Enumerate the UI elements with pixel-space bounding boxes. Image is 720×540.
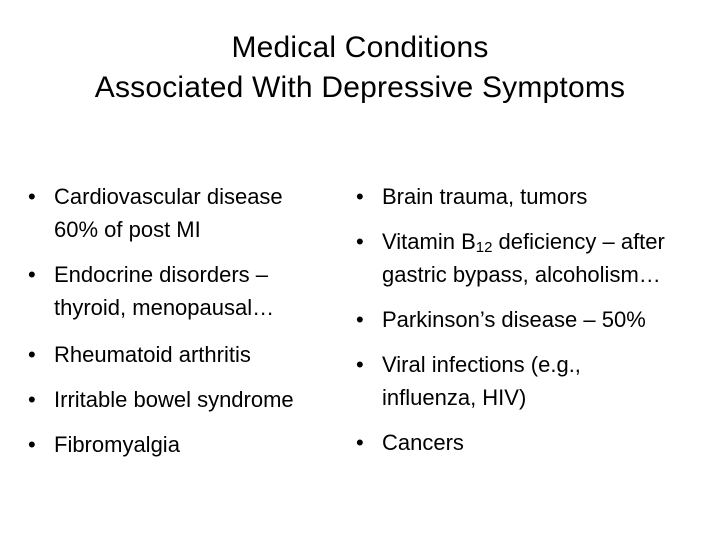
bullet-item-ibs xyxy=(28,383,346,428)
bullet-item-rheumatoid xyxy=(28,338,346,383)
bullet-marker: • xyxy=(28,184,36,209)
bullet-text: Viral infections (e.g., xyxy=(382,352,581,377)
bullet-text: Fibromyalgia xyxy=(54,432,180,457)
bullet-marker: • xyxy=(356,352,364,377)
bullet-marker: • xyxy=(28,432,36,457)
bullet-marker: • xyxy=(28,262,36,287)
bullet-text: Endocrine disorders – xyxy=(54,262,269,287)
bullet-subtext: thyroid, menopausal… xyxy=(54,295,275,320)
bullet-marker: • xyxy=(356,229,364,254)
bullet-text: Cancers xyxy=(382,430,464,455)
bullet-item-viral-infections xyxy=(356,348,720,426)
left-bullet-list xyxy=(28,180,346,461)
bullet-item-cardiovascular xyxy=(28,180,346,258)
bullet-text: Rheumatoid arthritis xyxy=(54,342,251,367)
bullet-text: Brain trauma, tumors xyxy=(382,184,588,209)
bullet-marker: • xyxy=(356,430,364,455)
subscript-12: 12 xyxy=(475,239,493,256)
bullet-text: Cardiovascular disease xyxy=(54,184,283,209)
bullet-text xyxy=(382,225,720,258)
title-line-1: Medical Conditions xyxy=(231,31,489,64)
right-bullet-list xyxy=(356,180,720,459)
bullet-subtext: 60% of post MI xyxy=(54,217,201,242)
deficiency-text: deficiency – after xyxy=(492,229,665,254)
bullet-subtext: influenza, HIV) xyxy=(382,385,527,410)
bullet-item-cancers xyxy=(356,426,720,459)
bullet-subtext: gastric bypass, alcoholism… xyxy=(382,262,661,287)
title-line-2: Associated With Depressive Symptoms xyxy=(94,71,626,104)
bullet-marker: • xyxy=(28,342,36,367)
bullet-item-brain-trauma xyxy=(356,180,720,225)
bullet-item-fibromyalgia xyxy=(28,428,346,461)
bullet-text: Parkinson’s disease – 50% xyxy=(382,307,646,332)
vitamin-text: Vitamin B xyxy=(382,229,476,254)
bullet-item-endocrine xyxy=(28,258,346,338)
slide-title xyxy=(0,28,720,108)
bullet-marker: • xyxy=(28,387,36,412)
bullet-item-vitamin-b12 xyxy=(356,225,720,303)
bullet-text: Irritable bowel syndrome xyxy=(54,387,294,412)
bullet-marker: • xyxy=(356,184,364,209)
bullet-item-parkinsons xyxy=(356,303,720,348)
bullet-marker: • xyxy=(356,307,364,332)
